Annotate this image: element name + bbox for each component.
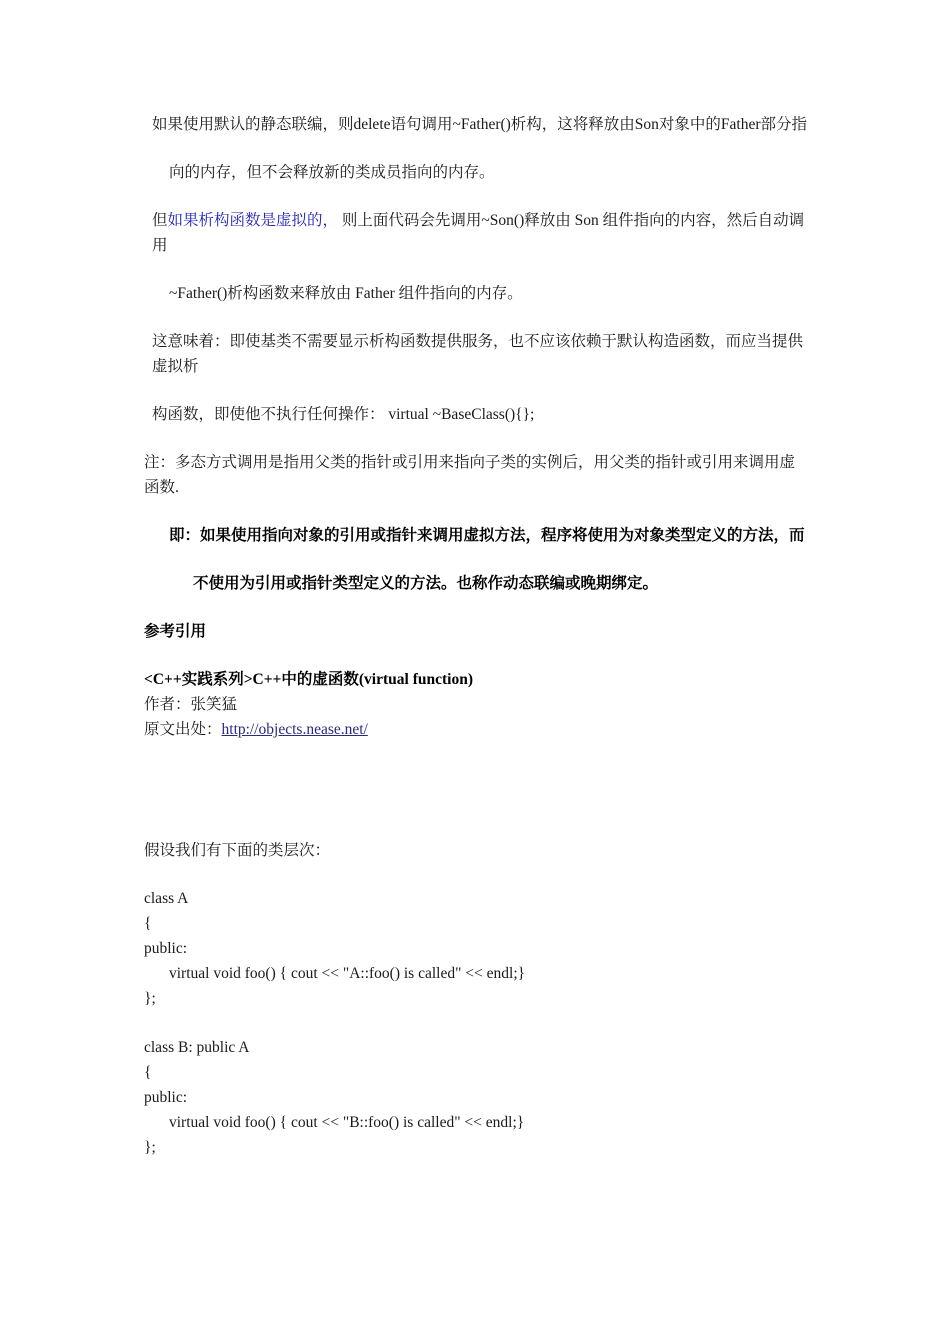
paragraph-class-hierarchy-intro: 假设我们有下面的类层次： [144, 842, 331, 859]
paragraph-meaning: 这意味着：即使基类不需要显示析构函数提供服务，也不应该依赖于默认构造函数，而应当提供虚拟析 [152, 333, 804, 375]
reference-source-link[interactable]: http://objects.nease.net/ [221, 721, 368, 738]
code-line: class A [144, 890, 189, 907]
paragraph-rest: 则上面代码会先调用~Son()释放由 Son 组件指向的内容，然后自动调用 [152, 212, 805, 254]
paragraph-summary-bold: 即：如果使用指向对象的引用或指针来调用虚拟方法，程序将使用为对象类型定义的方法，而 [169, 527, 805, 544]
paragraph-dynamic-binding-bold: 不使用为引用或指针类型定义的方法。也称作动态联编或晚期绑定。 [193, 575, 659, 592]
paragraph-prefix: 但 [152, 212, 168, 229]
document-page [144, 112, 810, 1160]
code-block-class-a [144, 886, 810, 1011]
paragraph-father-destructor: ~Father()析构函数来释放由 Father 组件指向的内存。 [169, 285, 523, 302]
spacer [144, 742, 810, 838]
code-line: virtual void foo() { cout << "B::foo() is called" << endl;} [169, 1114, 525, 1131]
paragraph-memory-release: 向的内存，但不会释放新的类成员指向的内存。 [169, 164, 495, 181]
paragraph-virtual-destructor [144, 208, 810, 258]
code-line: }; [144, 1139, 156, 1156]
code-line: public: [144, 940, 188, 957]
code-line: class B: public A [144, 1039, 250, 1056]
code-line: virtual void foo() { cout << "A::foo() is called" << endl;} [169, 965, 526, 982]
spacer [144, 1011, 810, 1035]
reference-source-label: 原文出处： [144, 721, 222, 738]
paragraph-static-binding: 如果使用默认的静态联编，则delete语句调用~Father()析构，这将释放由Son对象中的Father部分指 [152, 116, 808, 133]
paragraph-note: 注：多态方式调用是指用父类的指针或引用来指向子类的实例后，用父类的指针或引用来调用虚函数. [144, 454, 796, 496]
code-line: public: [144, 1089, 188, 1106]
reference-heading: 参考引用 [144, 623, 207, 640]
reference-author: 作者：张笑猛 [144, 696, 238, 713]
reference-title: <C++实践系列>C++中的虚函数(virtual function) [144, 671, 473, 688]
code-line: }; [144, 990, 156, 1007]
code-line: { [144, 1064, 152, 1081]
paragraph-virtual-basecl: 构函数，即使他不执行任何操作： virtual ~BaseClass(){}; [152, 406, 535, 423]
code-block-class-b [144, 1035, 810, 1160]
code-line: { [144, 915, 152, 932]
highlighted-phrase: 如果析构函数是虚拟的， [167, 212, 339, 229]
reference-source [144, 717, 810, 742]
